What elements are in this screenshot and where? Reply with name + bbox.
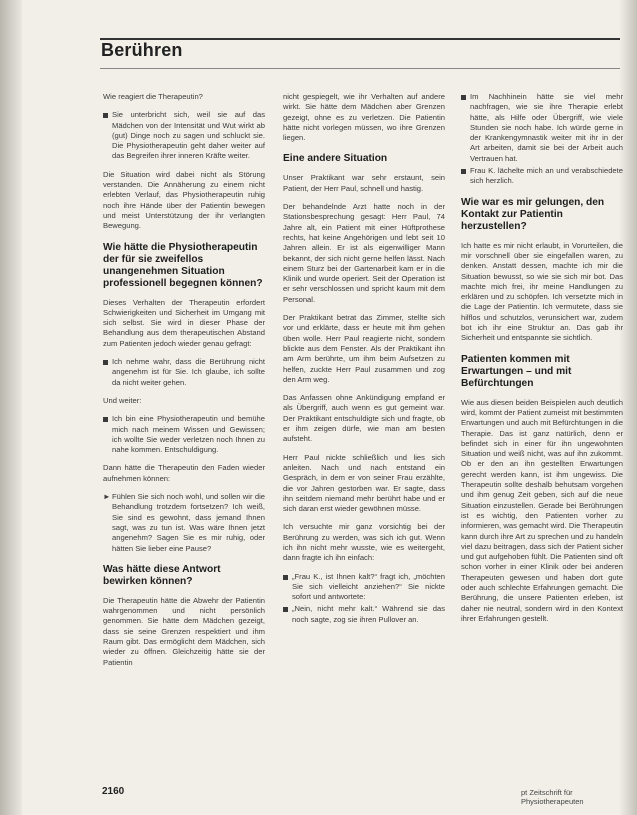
- square-bullet-icon: [283, 575, 288, 580]
- paragraph: Wie reagiert die Therapeutin?: [103, 92, 203, 101]
- paragraph: Die Situation wird dabei nicht als Störung verstanden. Die Annäherung zu einem nicht erlebten Verlauf, das Physiotherapeutin ruhig noch ihre Hände über der Patientin bewegen und meist Unterstützung der ihr verlangten Bewegung.: [103, 169, 265, 231]
- square-bullet-icon: [103, 360, 108, 365]
- text-column-2: [283, 92, 445, 782]
- list-item: ► Fühlen Sie sich noch wohl, und sollen wir die Behandlung trotzdem fortsetzen? Ich weiß, Sie sind es gewohnt, dass jemand Ihnen sagt, was zu tun ist. Was wäre Ihnen jetzt angenehm? Sagen Sie es mir ruhig, oder hätten Sie lieber eine Pause?: [103, 492, 265, 553]
- bullet-list: [103, 357, 265, 388]
- bullet-list: [283, 572, 445, 625]
- list-item: Sie unterbricht sich, weil sie auf das Mädchen von der Intensität und Wut wirkt ab (gut) Dinge noch zu sagen und schluckt sie. Die Physiotherapeutin geht daher weiter auf das Begreifen ihrer inneren Kräfte weiter.: [103, 110, 265, 161]
- paragraph: Die Therapeutin hätte die Abwehr der Patientin wahrgenommen und nicht persönlich genommen. Sie hätte dem Mädchen gezeigt, dass sie seine Grenzen respektiert und ihm Raum gibt. Das ermöglicht dem Mädchen, sich wieder zu öffnen. Gleichzeitig hätte sie der Patientin: [103, 595, 265, 667]
- paragraph: Ich hatte es mir nicht erlaubt, in Vorurteilen, die mir vorschnell über sie eingefallen waren, zu denken. Anstatt dessen, machte ich mir die Situation bewusst, so wie sie sich mir bot. Das machte mich frei, ihr meine Handlungen zu erklären und zu schöpfen. Ich versetzte mich in die Lage der Patientin. Ich vermutete, dass sie hilflos und schutzlos, verunsichert war, zudem bot ich ihr eine Struktur an. Das gab ihr Sicherheit und entspannte sie sichtlich.: [461, 240, 623, 343]
- paragraph: Und weiter:: [103, 395, 142, 405]
- list-item: Im Nachhinein hätte sie viel mehr nachfragen, wie sie ihre Therapie erlebt hätte, als Hilfe oder Übergriff, wie viele Stunden sie noch habe. Ich würde gerne in der Krankengymnastik weiter mit ihr in der Art arbeiten, damit sie bei der Arbeit auch Vertrauen hat.: [461, 92, 623, 164]
- page-number: 2160: [102, 786, 125, 797]
- paragraph: Ich versuchte mir ganz vorsichtig bei der Berührung zu werden, was sich ich gut. Wenn ich ihn nicht mehr wusste, wie es weitergeht, dann fragte ich ihn einfach:: [283, 522, 445, 563]
- arrow-list: [103, 492, 265, 554]
- journal-footer: pt Zeitschrift für Physiotherapeuten: [521, 788, 584, 806]
- list-item: Ich bin eine Physiotherapeutin und bemühe mich nach meinem Wissen und Gewissen; ich wollte Sie weder verletzen noch Ihnen zu nahe kommen. Entschuldigung.: [103, 414, 265, 455]
- paragraph: Wie aus diesen beiden Beispielen auch deutlich wird, kommt der Patient zumeist mit bestimmten Erwartungen und auch mit Befürchtungen in die Therapie. Das ist ganz natürlich, denn er befindet sich in einer für ihn ungewohnten Situation und weiß nicht, was auf ihn zukommt. Ob er den an ihn gestellten Erwartungen gerecht werden kann, ist ihm ungewiss. Die Therapeutin sollte deshalb behutsam vorgehen und ihm genug Zeit geben, sich auf die neue Situation einzustellen. Gerade bei Berührungen ist es wichtig, den Patienten vorher zu informieren, was gemacht wird. Die Therapeutin kann durch ihre Art zu sprechen und zu handeln viel dazu beitragen, dass sich der Patient sicher und gut aufgehoben fühlt. Die Patienten sind oft schon vorher in einer Klinik oder bei anderen Therapeuten gewesen und haben dort gute oder auch schlechte Erfahrungen gemacht. Die Berührung, die unsere Patienten erleben, ist daher nie neutral, sondern wird in den Kontext ihrer Erfahrungen gestellt.: [461, 397, 623, 623]
- list-item: „Nein, nicht mehr kalt.“ Während sie das noch sagte, zog sie ihren Pullover an.: [283, 604, 445, 625]
- paragraph: Dann hätte die Therapeutin den Faden wieder aufnehmen können:: [103, 463, 265, 483]
- paragraph: nicht gespiegelt, wie ihr Verhalten auf andere wirkt. Sie hätte dem Mädchen aber Grenzen gezeigt, ohne es zu verletzen. Die Patientin hätte nicht vorlegen müssen, wo ihre Grenzen liegen.: [283, 92, 445, 143]
- paragraph: Unser Praktikant war sehr erstaunt, sein Patient, der Herr Paul, schnell und hastig.: [283, 173, 445, 193]
- list-item: Ich nehme wahr, dass die Berührung nicht angenehm ist für Sie. Ich glaube, ich sollte da nicht weiter gehen.: [103, 357, 265, 388]
- square-bullet-icon: [103, 417, 108, 422]
- paragraph: Der behandelnde Arzt hatte noch in der Stationsbesprechung gesagt: Herr Paul, 74 Jahre alt, ein Patient mit einer Hüftprothese rechts, hat keine Angehörigen und lebt seit 10 Jahren allein. Er ist als eigenwilliger Mann bekannt, der sich nicht gerne helfen lässt. Nach einem Sturz bei der Gartenarbeit kam er in die Klinik und wurde operiert. Seit der Operation ist er sehr verschlossen und spricht kaum mit dem Personal.: [283, 202, 445, 304]
- square-bullet-icon: [103, 113, 108, 118]
- square-bullet-icon: [461, 95, 466, 100]
- list-item: „Frau K., ist Ihnen kalt?“ fragt ich, „möchten Sie sich vielleicht anziehen?“ Sie nickte sofort und antwortete:: [283, 572, 445, 603]
- subheading: Patienten kommen mit Erwartungen – und mit Befürchtungen: [461, 353, 572, 389]
- paragraph: Der Praktikant betrat das Zimmer, stellte sich vor und erklärte, dass er heute mit ihm gehen üben wolle. Herr Paul reagierte nicht, sondern blickte aus dem Fenster. Als der Praktikant ihn am Arm berührte, um ihm beim Aufsetzen zu helfen, zuckte Herr Paul zusammen und zog den Arm weg.: [283, 313, 445, 384]
- text-column-1: [103, 92, 265, 782]
- header-underline: [100, 68, 620, 69]
- bullet-list: [103, 110, 265, 161]
- subheading: Wie hätte die Physiotherapeutin der für sie zweifellos unangenehmen Situation professionell begegnen können?: [103, 241, 263, 289]
- subheading: Was hätte diese Antwort bewirken können?: [103, 563, 221, 587]
- paragraph: Das Anfassen ohne Ankündigung empfand er als Übergriff, auch wenn es gut gemeint war. Der Praktikant entschuldigte sich und fragte, ob er ihm zeigen dürfe, wie man am besten aufsteht.: [283, 393, 445, 444]
- paragraph: Dieses Verhalten der Therapeutin erfordert Schwierigkeiten und Sicherheit im Umgang mit sich selbst. Sie wird in dieser Phase der Behandlung aus dem therapeutischen Abstand zum Patienten jedoch wieder genau gefragt:: [103, 297, 265, 348]
- paragraph: Herr Paul nickte schließlich und lies sich anleiten. Nach und nach entstand ein Gespräch, in dem er von seiner Frau erzählte, die vor Jahren gestorben war. Er sagte, dass ihn seitdem niemand mehr berührt habe und er sich daran erst wieder gewöhnen müsse.: [283, 452, 445, 514]
- section-title: Berühren: [101, 40, 183, 60]
- subheading: Wie war es mir gelungen, den Kontakt zur Patientin herzustellen?: [461, 196, 605, 232]
- square-bullet-icon: [283, 607, 288, 612]
- subheading: Eine andere Situation: [283, 153, 388, 165]
- square-bullet-icon: [461, 169, 466, 174]
- bullet-list: [103, 414, 265, 455]
- list-item: Frau K. lächelte mich an und verabschiedete sich herzlich.: [461, 166, 623, 187]
- arrow-right-icon: ►: [103, 492, 111, 502]
- page-shadow-left: [0, 0, 22, 815]
- bullet-list: [461, 92, 623, 187]
- text-column-3: [461, 92, 623, 782]
